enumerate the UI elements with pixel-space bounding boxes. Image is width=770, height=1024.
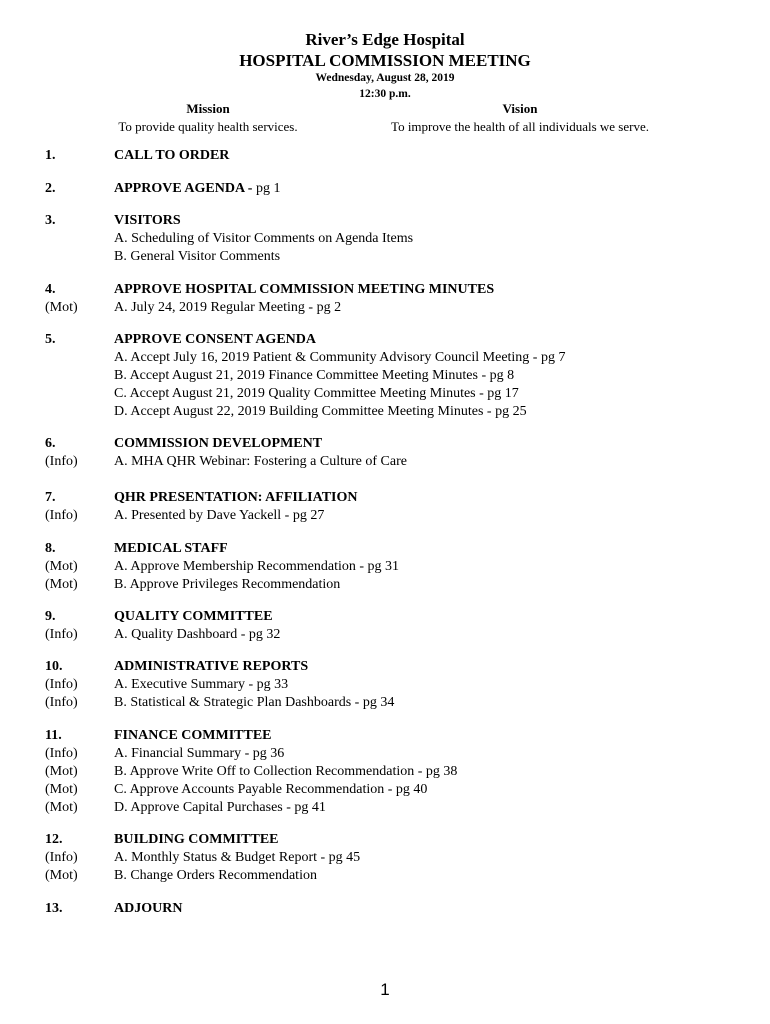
- meeting-title: HOSPITAL COMMISSION MEETING: [239, 51, 531, 70]
- agenda-subitem-text: A. Approve Membership Recommendation - pg 31: [114, 559, 400, 574]
- agenda-item-title: [114, 489, 357, 507]
- agenda-subitem-type: (Info): [45, 677, 78, 692]
- agenda-item-title-text: MEDICAL STAFF: [114, 541, 228, 556]
- agenda-subitem-text: B. Accept August 21, 2019 Finance Committee Meeting Minutes - pg 8: [114, 368, 515, 383]
- agenda-item-number: 12.: [45, 832, 63, 847]
- agenda-item-title: [114, 212, 181, 230]
- agenda-subitem-type: (Mot): [45, 577, 78, 592]
- agenda-subitem-text: A. Scheduling of Visitor Comments on Agenda Items: [114, 231, 414, 246]
- agenda-item-number: 1.: [45, 148, 56, 163]
- agenda-subitem-text: B. Approve Privileges Recommendation: [114, 577, 341, 592]
- agenda-subitem-text: B. Statistical & Strategic Plan Dashboards - pg 34: [114, 695, 395, 710]
- agenda-subitem-type: (Info): [45, 508, 78, 523]
- agenda-item-title-text: COMMISSION DEVELOPMENT: [114, 436, 323, 451]
- agenda-subitem-text: C. Accept August 21, 2019 Quality Committee Meeting Minutes - pg 17: [114, 386, 519, 401]
- agenda-subitem-text: D. Accept August 22, 2019 Building Committee Meeting Minutes - pg 25: [114, 404, 527, 419]
- agenda-subitem-text: A. Quality Dashboard - pg 32: [114, 627, 281, 642]
- agenda-item-title: [114, 831, 279, 849]
- agenda-item-page-ref: pg 1: [255, 181, 281, 196]
- agenda-item-title-text: VISITORS: [114, 213, 181, 228]
- agenda-item-title-text: APPROVE CONSENT AGENDA: [114, 332, 316, 347]
- agenda-item-number: 2.: [45, 181, 56, 196]
- agenda-subitem-type: (Info): [45, 695, 78, 710]
- meeting-time: 12:30 p.m.: [359, 88, 411, 100]
- agenda-item-number: 11.: [45, 728, 62, 743]
- agenda-subitem-text: C. Approve Accounts Payable Recommendation - pg 40: [114, 782, 428, 797]
- agenda-item-number: 7.: [45, 490, 56, 505]
- mission-text: To provide quality health services.: [118, 119, 298, 134]
- agenda-subitem-text: B. General Visitor Comments: [114, 249, 281, 264]
- agenda-item-number: 3.: [45, 213, 56, 228]
- agenda-item-number: 5.: [45, 332, 56, 347]
- agenda-item-number: 6.: [45, 436, 56, 451]
- agenda-item-number: 4.: [45, 282, 56, 297]
- agenda-subitem-type: (Info): [45, 850, 78, 865]
- agenda-item-title: [114, 435, 322, 453]
- hospital-name: River’s Edge Hospital: [305, 30, 465, 49]
- agenda-item-title-text: QUALITY COMMITTEE: [114, 609, 273, 624]
- agenda-subitem-text: A. Monthly Status & Budget Report - pg 45: [114, 850, 361, 865]
- agenda-item-title: [114, 540, 228, 558]
- vision-label: Vision: [502, 101, 538, 116]
- agenda-subitem-text: A. Financial Summary - pg 36: [114, 746, 285, 761]
- agenda-item-number: 9.: [45, 609, 56, 624]
- agenda-subitem-type: (Mot): [45, 868, 78, 883]
- agenda-subitem-type: (Mot): [45, 764, 78, 779]
- agenda-item-title-text: ADMINISTRATIVE REPORTS: [114, 659, 309, 674]
- agenda-item-title: [114, 331, 316, 349]
- agenda-item-title-text: FINANCE COMMITTEE: [114, 728, 272, 743]
- agenda-item-title: [114, 180, 280, 198]
- agenda-subitem-type: (Info): [45, 454, 78, 469]
- agenda-item-title: [114, 281, 494, 299]
- agenda-item-title-text: BUILDING COMMITTEE: [114, 832, 279, 847]
- agenda-item-title: [114, 658, 308, 676]
- agenda-subitem-text: D. Approve Capital Purchases - pg 41: [114, 800, 326, 815]
- agenda-item-title-text: ADJOURN: [114, 901, 183, 916]
- agenda-item-title: [114, 900, 182, 918]
- agenda-subitem-text: A. Accept July 16, 2019 Patient & Community Advisory Council Meeting - pg 7: [114, 350, 566, 365]
- agenda-item-number: 8.: [45, 541, 56, 556]
- agenda-subitem-text: A. Presented by Dave Yackell - pg 27: [114, 508, 325, 523]
- agenda-subitem-text: A. Executive Summary - pg 33: [114, 677, 289, 692]
- agenda-item-title-text: APPROVE HOSPITAL COMMISSION MEETING MINUTES: [114, 282, 495, 297]
- vision-text: To improve the health of all individuals we serve.: [391, 119, 649, 134]
- agenda-subitem-type: (Mot): [45, 782, 78, 797]
- meeting-date: Wednesday, August 28, 2019: [315, 72, 455, 84]
- agenda-subitem-text: B. Change Orders Recommendation: [114, 868, 317, 883]
- agenda-item-title: [114, 608, 273, 626]
- agenda-subitem-text: A. July 24, 2019 Regular Meeting - pg 2: [114, 300, 342, 315]
- agenda-item-title: [114, 147, 229, 165]
- agenda-subitem-type: (Mot): [45, 800, 78, 815]
- agenda-subitem-type: (Mot): [45, 559, 78, 574]
- page-number: 1: [380, 980, 390, 999]
- agenda-subitem-type: (Mot): [45, 300, 78, 315]
- agenda-item-title-text: APPROVE AGENDA -: [114, 181, 256, 196]
- agenda-item-title-text: CALL TO ORDER: [114, 148, 230, 163]
- agenda-item-number: 10.: [45, 659, 63, 674]
- agenda-item-number: 13.: [45, 901, 63, 916]
- agenda-subitem-text: A. MHA QHR Webinar: Fostering a Culture of Care: [114, 454, 407, 469]
- agenda-subitem-type: (Info): [45, 627, 78, 642]
- agenda-item-title: [114, 727, 272, 745]
- agenda-subitem-type: (Info): [45, 746, 78, 761]
- mission-label: Mission: [186, 101, 230, 116]
- agenda-subitem-text: B. Approve Write Off to Collection Recommendation - pg 38: [114, 764, 458, 779]
- agenda-item-title-text: QHR PRESENTATION: AFFILIATION: [114, 490, 358, 505]
